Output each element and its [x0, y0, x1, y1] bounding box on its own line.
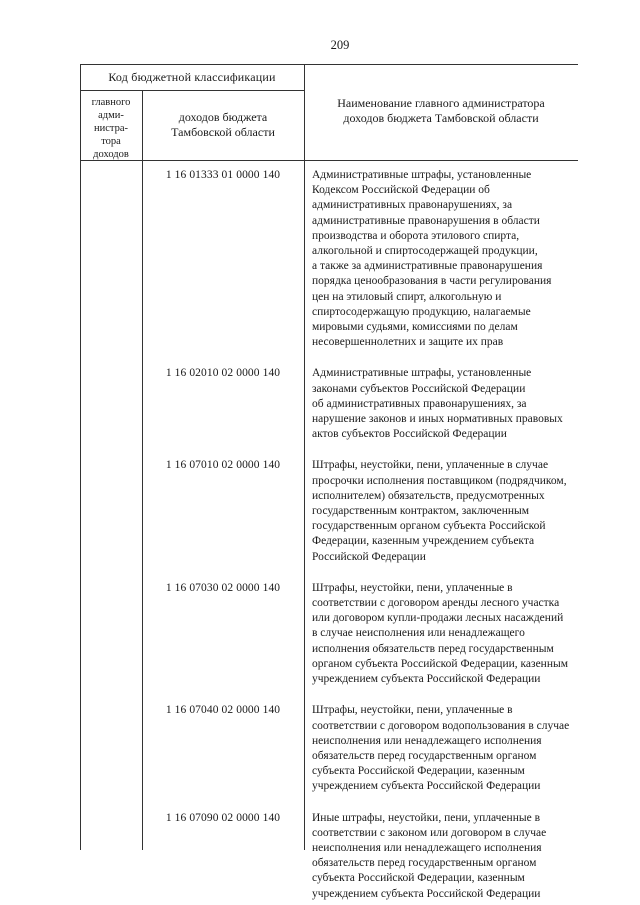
header-group-divider	[80, 90, 304, 91]
header-income-column	[142, 110, 304, 140]
table-row	[80, 366, 578, 442]
header-admin-column	[80, 96, 142, 161]
income-code-cell: 1 16 07040 02 0000 140	[165, 704, 281, 717]
income-name-line: об административных правонарушениях, за	[312, 397, 527, 410]
income-name-cell	[304, 168, 574, 350]
income-name-line: неисполнения или ненадлежащего исполнения	[312, 734, 542, 747]
income-name-line: Административные штрафы, установленные	[312, 169, 532, 181]
income-name-line: субъекта Российской Федерации, казенным	[312, 872, 525, 885]
income-code-cell: 1 16 02010 02 0000 140	[165, 367, 281, 380]
header-admin-line: главного	[91, 97, 131, 108]
income-name-line: мировыми судьями, комиссиями по делам	[312, 321, 518, 334]
income-name-line: Кодексом Российской Федерации об	[312, 184, 490, 197]
income-name-line: Административные штрафы, установленные	[312, 367, 532, 380]
income-name-line: Российской Федерации	[312, 550, 426, 563]
header-admin-line: нистра-	[93, 123, 129, 134]
table-row	[80, 458, 578, 564]
header-code-group: Код бюджетной классификации	[108, 70, 276, 84]
header-admin-line: доходов	[93, 149, 129, 160]
income-name-line: исполнителем) обязательств, предусмотренных	[312, 489, 545, 502]
income-name-line: исполнения обязательств перед государственным	[312, 642, 554, 655]
income-name-line: обязательств перед государственным органом	[312, 749, 537, 762]
header-name-line: Наименование главного администратора	[337, 96, 545, 110]
income-name-cell	[304, 703, 574, 794]
header-admin-line: тора	[101, 136, 121, 147]
header-name-column	[304, 96, 578, 126]
income-name-line: а также за административные правонарушения	[312, 260, 543, 273]
income-name-line: Федерации, казенным учреждением субъекта	[312, 535, 535, 548]
income-code-cell: 1 16 07010 02 0000 140	[165, 459, 281, 472]
table-row	[80, 581, 578, 687]
income-name-line: спиртосодержащую продукцию, налагаемые	[312, 305, 531, 318]
income-name-line: Иные штрафы, неустойки, пени, уплаченные в	[312, 811, 541, 824]
income-name-line: административные правонарушения в области	[312, 214, 540, 227]
table-row	[80, 703, 578, 794]
income-name-line: соответствии с договором водопользования в случае	[312, 719, 570, 732]
income-code-cell: 1 16 07030 02 0000 140	[165, 581, 281, 594]
income-name-line: просрочки исполнения поставщиком (подрядчиком,	[312, 474, 567, 487]
income-name-cell	[304, 811, 574, 902]
income-name-line: учреждением субъекта Российской Федерации	[312, 887, 541, 900]
income-name-line: несовершеннолетних и защите их прав	[312, 336, 504, 349]
table-border-top	[80, 64, 578, 65]
income-name-line: учреждением субъекта Российской Федерации	[312, 780, 541, 793]
income-name-line: государственным органом субъекта Российской	[312, 520, 546, 533]
income-name-cell	[304, 581, 574, 687]
income-name-line: неисполнения или ненадлежащего исполнения	[312, 841, 542, 854]
table-row	[80, 811, 578, 902]
income-name-cell	[304, 458, 574, 564]
income-name-line: нарушение законов и иных нормативных правовых	[312, 413, 563, 426]
income-name-line: соответствии с договором аренды лесного участка	[312, 597, 560, 610]
income-name-line: актов субъектов Российской Федерации	[312, 428, 507, 441]
header-bottom-line	[80, 160, 578, 161]
header-income-line: Тамбовской области	[171, 125, 275, 139]
income-name-line: законами субъектов Российской Федерации	[312, 382, 526, 395]
header-admin-line: адми-	[98, 110, 124, 121]
table-body	[80, 168, 578, 902]
income-name-line: государственным контрактом, заключенным	[312, 505, 530, 518]
income-name-line: порядка ценообразования в части регулирования	[312, 275, 552, 288]
income-name-line: обязательств перед государственным органом	[312, 857, 537, 870]
income-name-cell	[304, 366, 574, 442]
income-code-cell: 1 16 07090 02 0000 140	[165, 811, 281, 824]
income-name-line: субъекта Российской Федерации, казенным	[312, 765, 525, 778]
income-name-line: Штрафы, неустойки, пени, уплаченные в	[312, 581, 513, 594]
income-name-line: Штрафы, неустойки, пени, уплаченные в случае	[312, 459, 549, 472]
income-name-line: производства и оборота этилового спирта,	[312, 229, 520, 242]
income-name-line: органом субъекта Российской Федерации, казенным	[312, 657, 568, 670]
income-name-line: алкогольной и спиртосодержащей продукции,	[312, 245, 538, 258]
income-name-line: Штрафы, неустойки, пени, уплаченные в	[312, 704, 513, 717]
income-name-line: или договором купли-продажи лесных насаждений	[312, 612, 564, 625]
income-name-line: соответствии с законом или договором в случае	[312, 826, 547, 839]
header-name-line: доходов бюджета Тамбовской области	[343, 111, 539, 125]
table-row	[80, 168, 578, 350]
income-name-line: учреждением субъекта Российской Федерации	[312, 673, 541, 686]
income-name-line: административных правонарушениях, за	[312, 199, 513, 212]
income-name-line: в случае неисполнения или ненадлежащего	[312, 627, 525, 640]
page-number: 209	[330, 38, 350, 52]
income-name-line: цен на этиловый спирт, алкогольную и	[312, 290, 502, 303]
budget-classification-table	[80, 64, 578, 900]
header-income-line: доходов бюджета	[178, 110, 268, 124]
income-code-cell: 1 16 01333 01 0000 140	[165, 169, 281, 181]
